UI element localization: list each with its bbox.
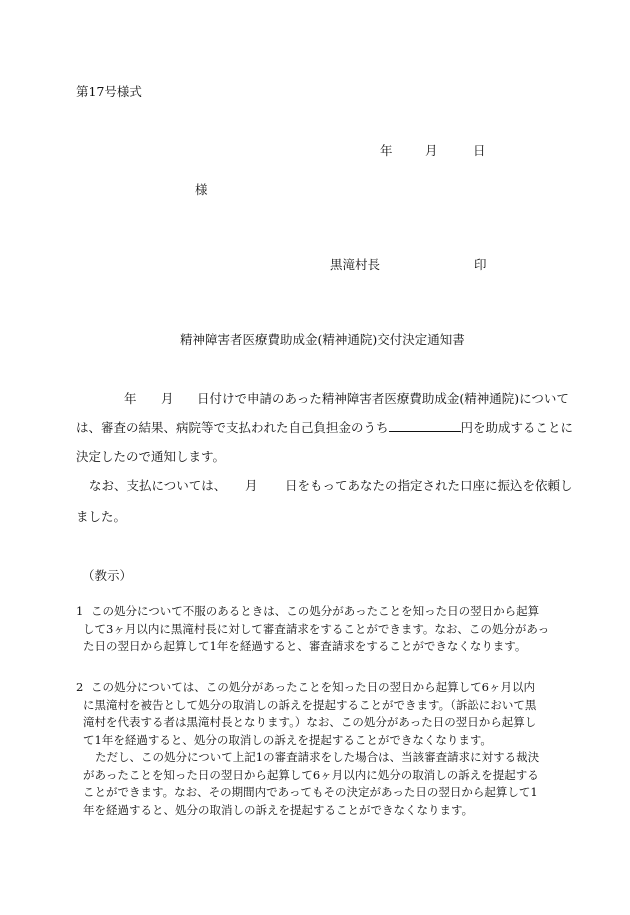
item2-line: この処分については、この処分があったことを知った日の翌日から起算して6ヶ月以内 bbox=[91, 680, 535, 694]
date-year-label: 年 bbox=[380, 143, 393, 158]
item2-proviso-line: ことができます。なお、その期間内であってもその決定があった日の翌日から起算して1 bbox=[83, 785, 538, 799]
item2-line: て1年を経過すると、処分の取消しの訴えを提起することができなくなります。 bbox=[83, 732, 492, 747]
item2-number: 2 bbox=[76, 680, 84, 694]
body-line4-after: 日をもってあなたの指定された口座に振込を依頼し bbox=[285, 478, 573, 493]
instruction-item2 bbox=[76, 679, 554, 819]
item2-line: に黒滝村を被告として処分の取消しの訴えを提起することができます。（訴訟において黒 bbox=[83, 697, 537, 712]
date-month-label: 月 bbox=[425, 143, 438, 158]
body-line2-before: は、審査の結果、病院等で支払われた自己負担金のうち bbox=[76, 420, 389, 435]
instruction-item1 bbox=[76, 603, 554, 656]
item1-number: 1 bbox=[76, 604, 84, 618]
seal-mark: 印 bbox=[474, 257, 487, 272]
issuer-title: 黒滝村長 bbox=[330, 257, 381, 272]
instruction-heading: （教示） bbox=[82, 568, 133, 583]
body-line1-text: 日付けで申請のあった精神障害者医療費助成金(精神通院)について bbox=[197, 391, 569, 406]
item1-line: して3ヶ月以内に黒滝村長に対して審査請求をすることができます。なお、この処分があっ bbox=[83, 621, 550, 636]
item2-proviso-line: ただし、この処分について上記1の審査請求をした場合は、当該審査請求に対する裁決 bbox=[95, 750, 540, 764]
item2-proviso-line: 年を経過すると、処分の取消しの訴えを提起することができなくなります。 bbox=[83, 802, 474, 817]
addressee-suffix: 様 bbox=[195, 182, 208, 197]
item1-line: この処分について不服のあるときは、この処分があったことを知った日の翌日から起算 bbox=[91, 604, 540, 618]
body-line3: 決定したので通知します。 bbox=[76, 449, 226, 464]
form-number: 第17号様式 bbox=[76, 84, 142, 99]
body-line1-month: 月 bbox=[161, 391, 174, 406]
date-day-label: 日 bbox=[473, 143, 486, 158]
item1-line: た日の翌日から起算して1年を経過すると、審査請求をすることができなくなります。 bbox=[83, 639, 527, 653]
body-line4-before: なお、支払については、 bbox=[89, 478, 227, 493]
body-line4-month: 月 bbox=[245, 478, 258, 493]
amount-blank bbox=[389, 420, 461, 432]
body-line2-after: 円を助成することに bbox=[460, 420, 574, 435]
document-title: 精神障害者医療費助成金(精神通院)交付決定通知書 bbox=[180, 332, 465, 347]
body-line1-year: 年 bbox=[124, 391, 137, 406]
item2-proviso-line: があったことを知った日の翌日から起算して6ヶ月以内に処分の取消しの訴えを提起する bbox=[83, 767, 539, 782]
item2-line: 滝村を代表する者は黒滝村長となります。）なお、この処分があった日の翌日から起算し bbox=[83, 715, 537, 729]
body-line2 bbox=[76, 418, 573, 436]
body-line5: ました。 bbox=[76, 509, 127, 524]
